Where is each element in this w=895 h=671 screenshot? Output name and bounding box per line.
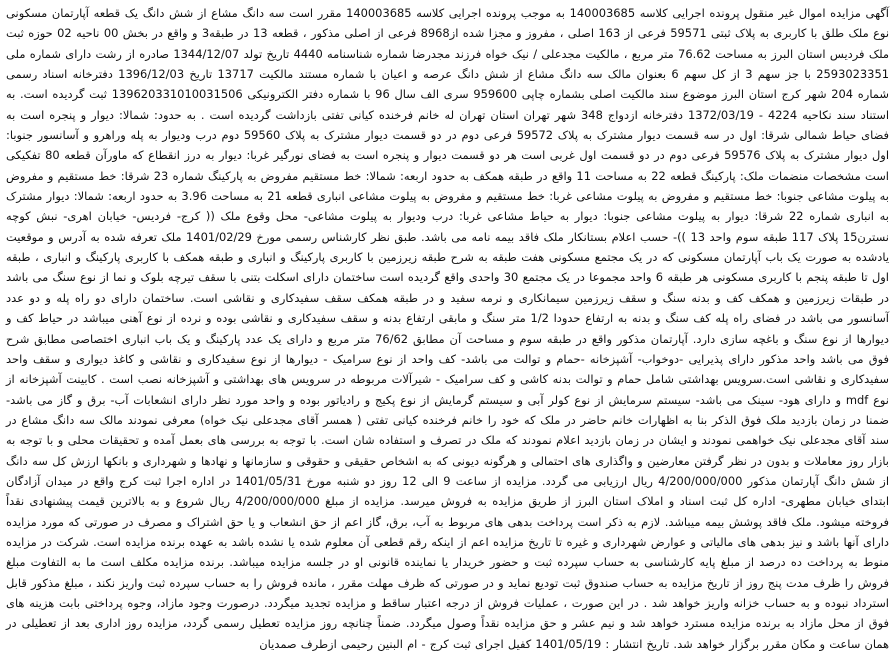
notice-body-text: آگهی مزایده اموال غیر منقول پرونده اجرایی کلاسه 140003685 به موجب پرونده اجرایی کلاسه 140003685 مقرر است سه دانگ مشاع از شش دانگ یک قطعه آپارتمان مسکونی نوع ملک طلق با کاربری به پلاک ثبتی 59571 فرعی از 163 اصلی ، مفروز و مجزا شده از8968 فرعی از اصلی مذکور ، قطعه 13 در طبقه3 و واقع در بخش 00 ناحیه 02 حوزه ثبت ملک فردیس استان البرز به مساحت 76.62 متر مربع ، مالکیت مجدعلی / نیک خواه فرزند مجدرضا شماره شناسنامه 4440 تاریخ تولد 1344/12/07 صادره از رشت دارای شماره ملی 2593023351 با جز سهم 3 از کل سهم 6 بعنوان مالک سه دانگ مشاع از شش دانگ عرصه و اعیان با شماره مستند مالکیت 13717 تاریخ 1396/12/03 دفترخانه اسناد رسمی شماره 204 شهر کرج استان البرز موضوع سند مالکیت اصلی بشماره چاپی 959600 سری الف سال 96 با شماره دفتر الکترونیکی 139620331010031506 ثبت گردیده است. به استناد سند نکاحیه 4224 - 1372/03/19 دفترخانه ازدواج 348 شهر تهران استان تهران له خانم فرخنده کیانی تفتی بازداشت گردیده است . به حدود: شمالا: دیوار و پنجره است به فضای حیاط شمالی شرقا: اول در سه قسمت دیوار مشترک به پلاک 59572 فرعی دوم در دو قسمت دیوار مشترک به پلاک 59560 دوم درب ودیوار به پله وراهرو و آسانسور جنوبا: اول دیوار مشترک به پلاک 59576 فرعی دوم در دو قسمت اول غربی است هر دو قسمت دیوار و پنجره است به فضای نورگیر غربا: دیوار به درز انقطاع که ماورآن قطعه 80 تفکیکی است مشخصات منضمات ملک: پارکینگ قطعه 22 به مساحت 11 واقع در طبقه همکف به حدود اربعه: شمالا: خط مستقیم مفروض به پارکینگ شماره 23 شرقا: خط مستقیم و مفروض به پیلوت مشاعی جنوبا: خط مستقیم و مفروض به پیلوت مشاعی غربا: خط مستقیم و مفروض به پیلوت مشاعی انباری قطعه 21 به مساحت 3.96 به حدود اربعه: شمالا: دیوار مشترک به انباری شماره 22 شرقا: دیوار به پیلوت مشاعی جنوبا: دیوار به حیاط مشاعی غربا: درب ودیوار به پیلوت مشاعی- محل وقوع ملک (( کرج- فردیس- خیابان اهری- نبش کوچه نسترن15 پلاک 117 طبقه سوم واحد 13 ))- حسب اعلام بستانکار ملک فاقد بیمه نامه می باشد. طبق نظر کارشناس رسمی مورخ 1401/02/29 ملک تعرفه شده به آدرس و موقعیت یادشده به صورت یک باب آپارتمان مسکونی که در یک مجتمع مسکونی هفت طبقه به شرح طبقه زیرزمین با کاربری پارکینگ و انباری و طبقه همکف با کاربری پارکینگ و انباری ، طبقه اول تا طبقه پنجم با کاربری مسکونی هر طبقه 6 واحد مجموعا در یک مجتمع 30 واحدی واقع گردیده است ساختمان دارای اسکلت بتنی با سقف تیرچه بلوک و نما از نوع سنگ می باشد در طبقات زیرزمین و همکف کف و بدنه سنگ و سقف زیرزمین سیمانکاری و نرمه سفید و در طبقه همکف سقف سفیدکاری و نقاشی است. ساختمان دارای دو راه پله و دو عدد آسانسور می باشد در فضای راه پله کف سنگ و بدنه به ارتفاع حدودا 1/2 متر سنگ و مابقی ارتفاع بدنه و سقف سفیدکاری و نقاشی بوده و نرده از نوع آهنی میباشد در حیاط کف و دیوارها از نوع سنگ و باغچه سازی دارد. آپارتمان مذکور واقع در طبقه سوم و مساحت آن مطابق 76/62 متر مربع و دارای یک عدد پارکینگ و یک باب انباری اختصاصی مطابق شرح فوق می باشد واحد مذکور دارای پذیرایی -دوخواب- آشپزخانه -حمام و توالت می باشد- کف واحد از نوع سرامیک - دیوارها از نوع سفیدکاری و نقاشی و کاغذ دیواری و سقف واحد سفیدکاری و نقاشی است.سرویس بهداشتی شامل حمام و توالت بدنه کاشی و کف سرامیک - شیرآلات مربوطه در سرویس های بهداشتی و آشپزخانه نصب است . کابینت آشپزخانه از نوع mdf و دارای هود- سینک می باشد- سیستم سرمایش از نوع کولر آبی و سیستم گرمایش از نوع پکیج و رادیاتور بوده و واحد مورد نظر دارای انشعابات آب- برق و گاز می باشد- ضمنا در زمان بازدید ملک فوق الذکر بنا به اظهارات خانم حاضر در ملک که خود را خانم فرخنده کیانی تفتی ( همسر آقای مجدعلی نیک خواه) معرفی نمودند مالک سه دانگ مشاع در سند آقای مجدعلی نیک خواهمی نمودند و ایشان در زمان بازدید اعلام نمودند که ملک در تصرف و استفاده شان است. با توجه به بررسی های بعمل آمده و تحقیقات محلی و با توجه به بازار روز معاملات و بدون در نظر گرفتن معارضین و واگذاری های احتمالی و هرگونه دیونی که به اشخاص حقیقی و حقوقی و سازمانها و نهادها و شهرداری و بانکها ارزش کل سه دانگ از شش دانگ آپارتمان مذکور 4/200/000/000 ریال ارزیابی می گردد. مزایده از ساعت 9 الی 12 روز دو شنبه مورخ 1401/05/31 در اداره اجرا ثبت کرج واقع در میدان آزادگان ابتدای خیابان مطهری- اداره کل ثبت اسناد و املاک استان البرز از طریق مزایده به فروش میرسد. مزایده از مبلغ 4/200/000/000 ریال شروع و به بالاترین قیمت پیشنهادی نقداً فروخته میشود. ملک فاقد پوشش بیمه میباشد. لازم به ذکر است پرداخت بدهی های مربوط به آب، برق، گاز اعم از حق انشعاب و یا حق اشتراک و مصرف در صورتی که مورد مزایده دارای آنها باشد و نیز بدهی های مالیاتی و عوارض شهرداری و غیره تا تاریخ مزایده اعم از اینکه رقم قطعی آن معلوم شده یا نشده باشد به عهده برنده مزایده است. شرکت در مزایده منوط به پرداخت ده درصد از مبلغ پایه کارشناسی به حساب سپرده ثبت و حضور خریدار یا نماینده قانونی او در جلسه مزایده میباشد. برنده مزایده مکلف است ما به التفاوت مبلغ فروش را ظرف مدت پنج روز از تاریخ مزایده به حساب صندوق ثبت تودیع نماید و در صورتی که ظرف مهلت مقرر ، مانده فروش را به حساب سپرده ثبت واریز نکند ، مبلغ مذکور قابل استرداد نبوده و به حساب خزانه واریز خواهد شد . در این صورت ، عملیات فروش از درجه اعتبار ساقط و مزایده تجدید میگردد. درصورت وجود مازاد، وجوه پرداختی بابت هزینه های فوق از محل مازاد به برنده مزایده مسترد خواهد شد و نیم عشر و حق مزایده نقداً وصول میگردد. ضمناً چنانچه روز مزایده تعطیل رسمی گردد، مزایده روز اداری بعد از تعطیلی در همان ساعت و مکان مقرر برگزار خواهد شد. تاریخ انتشار : 1401/05/19 کفیل اجرای ثبت کرج - ام البنین رحیمی ازطرف صمدیان [6,6,890,651]
